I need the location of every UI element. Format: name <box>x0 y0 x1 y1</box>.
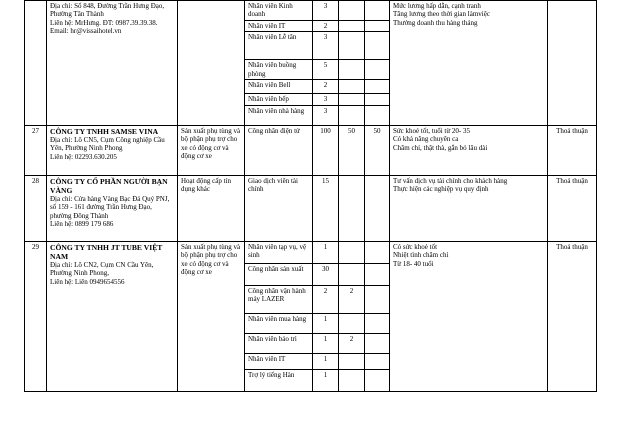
position-name: Nhân viên bảo trì <box>245 333 313 353</box>
table-row <box>25 1 597 21</box>
position-count-a <box>339 80 365 94</box>
position-quantity: 15 <box>313 175 339 241</box>
position-count-b <box>365 313 390 333</box>
position-quantity: 1 <box>313 333 339 353</box>
industry-cell: Hoạt động cấp tín dụng khác <box>178 175 245 241</box>
position-name: Nhân viên buồng phòng <box>245 60 313 80</box>
position-name: Nhân viên nhà hàng <box>245 105 313 125</box>
position-count-a <box>339 313 365 333</box>
position-count-b <box>365 80 390 94</box>
benefit-line: Mức lương hấp dẫn, cạnh tranh <box>393 2 481 10</box>
position-count-a <box>339 241 365 263</box>
company-address: Địa chỉ: Cửa hàng Vàng Bạc Đá Quý PNJ, số 159 - 161 đường Trần Hưng Đạo, phường Đông Thành <box>50 194 170 220</box>
position-count-b <box>365 241 390 263</box>
position-name: Công nhân vận hành máy LAZER <box>245 285 313 313</box>
position-count-b <box>365 333 390 353</box>
position-count-a <box>339 1 365 21</box>
position-count-b <box>365 285 390 313</box>
position-count-a <box>339 105 365 125</box>
position-name: Nhân viên mua hàng <box>245 313 313 333</box>
position-count-b <box>365 105 390 125</box>
benefit-line: Chăm chỉ, thật thà, gắn bó lâu dài <box>393 143 488 152</box>
position-count-a <box>339 263 365 285</box>
position-name: Nhân viên IT <box>245 353 313 369</box>
position-count-a <box>339 175 365 241</box>
position-count-a: 50 <box>339 125 365 175</box>
row-number: 28 <box>25 175 47 241</box>
row-number: 27 <box>25 125 47 175</box>
benefit-line: Sức khoẻ tốt, tuổi từ 20- 35 <box>393 126 470 135</box>
benefit-line: Có sức khoẻ tốt <box>393 242 438 251</box>
position-count-b <box>365 1 390 21</box>
position-name: Nhân viên tạp vụ, vệ sinh <box>245 241 313 263</box>
company-contact: Liên hệ: Liên 0949654556 <box>50 277 125 286</box>
salary-cell <box>548 1 597 126</box>
company-name: CÔNG TY TNHH JT TUBE VIỆT NAM <box>50 242 163 261</box>
position-name: Nhân viên bếp <box>245 94 313 105</box>
table-row <box>25 125 597 175</box>
position-quantity: 1 <box>313 353 339 369</box>
benefits-cell <box>390 241 548 391</box>
benefit-line: Từ 18- 40 tuổi <box>393 259 434 268</box>
position-quantity: 3 <box>313 32 339 60</box>
position-name: Nhân viên Kinh doanh <box>245 1 313 21</box>
position-quantity: 100 <box>313 125 339 175</box>
table-row <box>25 175 597 241</box>
position-name: Trợ lý tiếng Hàn <box>245 369 313 391</box>
company-address: Địa chỉ: Lô CN5, Cụm Công nghiệp Cầu Yên, Phường Ninh Phong <box>50 135 165 153</box>
position-count-a: 2 <box>339 285 365 313</box>
industry-cell: Sản xuất phụ tùng và bộ phận phụ trợ cho xe có động cơ và động cơ xe <box>178 241 245 391</box>
position-count-b <box>365 32 390 60</box>
position-count-a <box>339 60 365 80</box>
position-count-a <box>339 94 365 105</box>
position-count-b <box>365 60 390 80</box>
position-quantity: 1 <box>313 241 339 263</box>
position-count-b <box>365 175 390 241</box>
company-contact: Liên hệ: MrHưng. ĐT: 0987.39.39.38. <box>50 18 158 27</box>
company-address: Địa chỉ: Số 848, Đường Trần Hưng Đạo, Phường Tân Thành <box>50 2 165 19</box>
salary-cell: Thoả thuận <box>548 175 597 241</box>
benefits-cell <box>390 175 548 241</box>
position-count-a: 2 <box>339 333 365 353</box>
position-count-b <box>365 263 390 285</box>
benefit-line: Thưởng doanh thu hàng tháng <box>393 18 478 27</box>
benefits-cell <box>390 1 548 126</box>
company-address: Địa chỉ: Lô CN2, Cụm CN Cầu Yên, Phường Ninh Phong, <box>50 260 154 278</box>
position-quantity: 3 <box>313 1 339 21</box>
company-email: Email: hr@vissaihotel.vn <box>50 27 122 36</box>
position-count-a <box>339 21 365 32</box>
row-number <box>25 1 47 126</box>
position-count-b <box>365 94 390 105</box>
position-quantity: 1 <box>313 369 339 391</box>
position-name: Công nhân điện tử <box>245 125 313 175</box>
position-quantity: 2 <box>313 80 339 94</box>
company-cell <box>47 1 178 126</box>
position-name: Công nhân sản xuất <box>245 263 313 285</box>
position-count-a <box>339 32 365 60</box>
benefit-line: Thực hiện các nghiệp vụ quy định <box>393 185 489 194</box>
position-name: Nhân viên Bell <box>245 80 313 94</box>
position-count-b: 50 <box>365 125 390 175</box>
salary-cell: Thoả thuận <box>548 125 597 175</box>
position-name: Nhân viên Lễ tân <box>245 32 313 60</box>
company-cell <box>47 241 178 391</box>
position-quantity: 5 <box>313 60 339 80</box>
position-quantity: 3 <box>313 105 339 125</box>
position-quantity: 2 <box>313 21 339 32</box>
position-count-b <box>365 353 390 369</box>
company-cell <box>47 125 178 175</box>
position-name: Nhân viên IT <box>245 21 313 32</box>
position-quantity: 3 <box>313 94 339 105</box>
industry-cell: Sản xuất phụ tùng và bộ phận phụ trợ cho xe có động cơ và động cơ xe <box>178 125 245 175</box>
company-cell <box>47 175 178 241</box>
company-contact: Liên hệ: 02293.630.205 <box>50 152 117 161</box>
row-number: 29 <box>25 241 47 391</box>
position-quantity: 1 <box>313 313 339 333</box>
position-count-b <box>365 21 390 32</box>
position-count-a <box>339 369 365 391</box>
company-contact: Liên hệ: 0899 179 686 <box>50 220 114 229</box>
table-row <box>25 241 597 263</box>
salary-cell: Thoả thuận <box>548 241 597 391</box>
benefits-cell <box>390 125 548 175</box>
position-quantity: 30 <box>313 263 339 285</box>
position-count-a <box>339 353 365 369</box>
company-name: CÔNG TY TNHH SAMSE VINA <box>50 126 159 136</box>
benefit-line: Tăng lương theo thời gian làmviệc <box>393 10 490 19</box>
benefit-line: Nhiệt tình chăm chỉ <box>393 251 449 260</box>
position-name: Giao dịch viên tài chính <box>245 175 313 241</box>
industry-cell <box>178 1 245 126</box>
job-listings-table <box>24 0 597 392</box>
position-count-b <box>365 369 390 391</box>
benefit-line: Tư vấn dịch vụ tài chính cho khách hàng <box>393 176 508 185</box>
company-name: CÔNG TY CỔ PHẦN NGƯỜI BẠN VÀNG <box>50 176 168 195</box>
benefit-line: Có khả năng chuyên ca <box>393 135 459 144</box>
position-quantity: 2 <box>313 285 339 313</box>
